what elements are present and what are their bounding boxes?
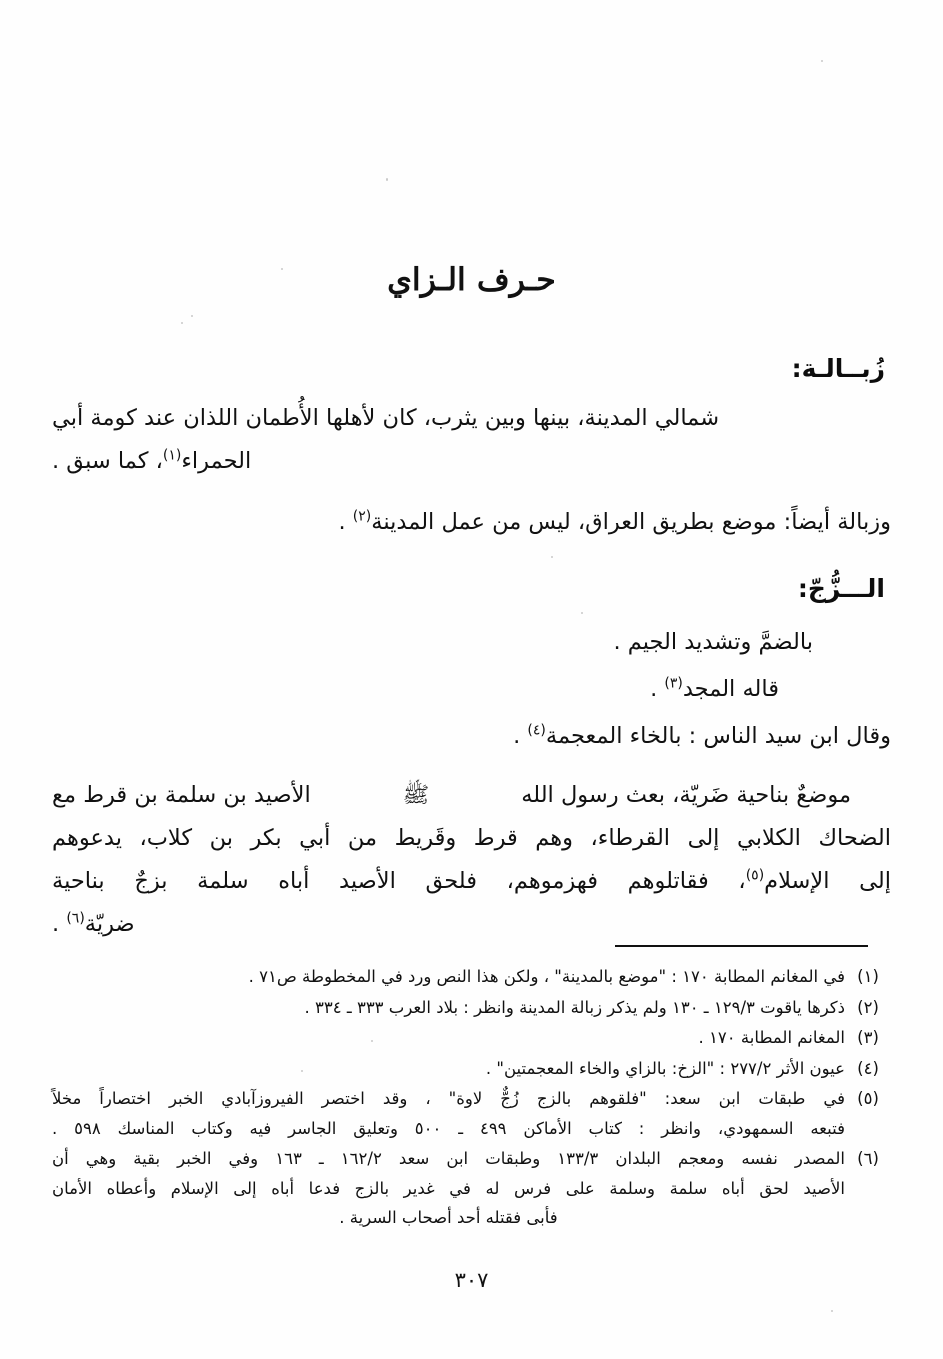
footnote-number: (٦): [857, 1149, 879, 1168]
footnote-ref-4[interactable]: (٤): [527, 722, 546, 739]
paragraph-line: الحمراء: [181, 448, 252, 474]
paragraph-text: وزبالة أيضاً: موضع بطريق العراق، ليس من عمل المدينة: [371, 509, 891, 535]
footnote-item-6: [52, 1144, 891, 1233]
entry-alzujj-paragraph-3: [52, 715, 891, 758]
footnote-line: عيون الأثر ٢٧٧/٢ : "الزخ: بالزاي والخاء المعجمتين" .: [485, 1058, 845, 1078]
footnote-body: [52, 1084, 845, 1143]
scan-speck: [831, 1310, 833, 1312]
footnote-line: المصدر نفسه ومعجم البلدان ١٣٣/٣ وطبقات ابن سعد ١٦٢/٢ ـ ١٦٣ وفي الخبر بقية وهي أن: [52, 1149, 845, 1168]
footnote-number: (١): [857, 967, 879, 986]
paragraph-line-part-a: موضعٌ بناحية ضَريّة، بعث رسول الله: [521, 782, 851, 808]
footnote-line: الأصيد لحق أباه سلمة وسلمة على فرس له في غدير بالزج فدعا أباه إلى الإسلام وأعطاه الأمان: [52, 1178, 845, 1198]
footnote-line: المغانم المطابة ١٧٠ .: [698, 1028, 845, 1047]
footnote-item-5: [52, 1084, 891, 1143]
footnote-ref-6[interactable]: (٦): [66, 910, 85, 927]
footnote-body: [52, 993, 845, 1023]
footnote-body: [52, 1054, 845, 1084]
paragraph-line-tail: ، كما سبق .: [52, 448, 163, 474]
footnote-item-4: [52, 1054, 891, 1084]
footnote-item-2: [52, 993, 891, 1023]
paragraph-line-part-a: إلى الإسلام: [764, 868, 891, 894]
paragraph-text: بالضمَّ وتشديد الجيم .: [613, 629, 813, 655]
footnote-line: ذكرها ياقوت ١٢٩/٣ ـ ١٣٠ ولم يذكر زبالة المدينة وانظر : بلاد العرب ٣٣٣ ـ ٣٣٤ .: [304, 997, 845, 1017]
footnote-body: [52, 1144, 845, 1233]
paragraph-text-tail: .: [513, 723, 528, 749]
page-title: حـرف الـزاي: [387, 262, 556, 298]
footnote-item-1: [52, 962, 891, 992]
paragraph-text: وقال ابن سيد الناس : بالخاء المعجمة: [545, 723, 891, 749]
paragraph-text-tail: .: [650, 676, 665, 702]
footnote-ref-1[interactable]: (١): [162, 447, 182, 464]
entry-zubala-paragraph-2: [52, 501, 891, 544]
page-content: [52, 0, 891, 946]
paragraph-line: شمالي المدينة، بينها وبين يثرب، كان لأهلها الأُطمان اللذان عند كومة أبي: [52, 405, 720, 431]
sallallahu-alayhi-wasallam-glyph: ﷺ: [402, 783, 430, 808]
page-number: ٣٠٧: [454, 1268, 489, 1292]
footnote-number: (٣): [857, 1028, 879, 1047]
footnote-body: [52, 962, 845, 992]
entry-alzujj-main-paragraph: [52, 774, 891, 946]
paragraph-line-part-b: ، فقاتلوهم فهزموهم، فلحق الأصيد أباه سلمة بزجٌ بناحية: [52, 868, 746, 894]
footnote-separator-rule: [615, 945, 868, 947]
entry-headword-alzujj: الـــزُّجّ:: [797, 574, 885, 603]
footnote-line: في المغانم المطابة ١٧٠ : "موضع بالمدينة" ، ولكن هذا النص ورد في المخطوطة ص٧١ .: [248, 967, 845, 986]
footnote-ref-2[interactable]: (٢): [352, 508, 372, 525]
paragraph-line: الضحاك الكلابي إلى القرطاء، وهم قرط وقَريط من أبي بكر بن كلاب، يدعوهم: [52, 825, 891, 851]
footnote-ref-5[interactable]: (٥): [745, 867, 765, 884]
entry-alzujj-paragraph-2: [52, 668, 891, 711]
footnotes-section: [52, 962, 891, 1234]
footnote-line: في طبقات ابن سعد: "فلقوهم بالزج زُجٌّ لاوة" ، وقد اختصر الفيروزآبادي الخبر اختصاراً مخلاً: [52, 1089, 845, 1108]
footnote-body: [52, 1023, 845, 1053]
footnote-number: (٥): [857, 1089, 879, 1108]
footnote-number: (٢): [857, 997, 879, 1017]
entry-alzujj-paragraph-1: [52, 621, 891, 664]
paragraph-text-tail: .: [338, 509, 353, 535]
paragraph-line-tail: .: [52, 911, 67, 937]
footnote-ref-3[interactable]: (٣): [664, 675, 683, 692]
footnote-line: فتبعه السمهودي، وانظر : كتاب الأماكن ٤٩٩ ـ ٥٠٠ وتعليق الجاسر فيه وكتاب المناسك ٥٩٨ .: [52, 1118, 845, 1138]
paragraph-line: ضريّة: [84, 911, 135, 937]
entry-zubala-paragraph-1: [52, 397, 891, 483]
footnote-number: (٤): [857, 1058, 879, 1078]
paragraph-text: قاله المجد: [682, 676, 779, 702]
footnote-line: فأبى فقتله أحد أصحاب السرية .: [339, 1208, 558, 1227]
paragraph-line-part-b: الأصيد بن سلمة بن قرط مع: [52, 782, 311, 808]
entry-headword-zubala: زُبــالـة:: [791, 354, 885, 383]
footnote-item-3: [52, 1023, 891, 1053]
